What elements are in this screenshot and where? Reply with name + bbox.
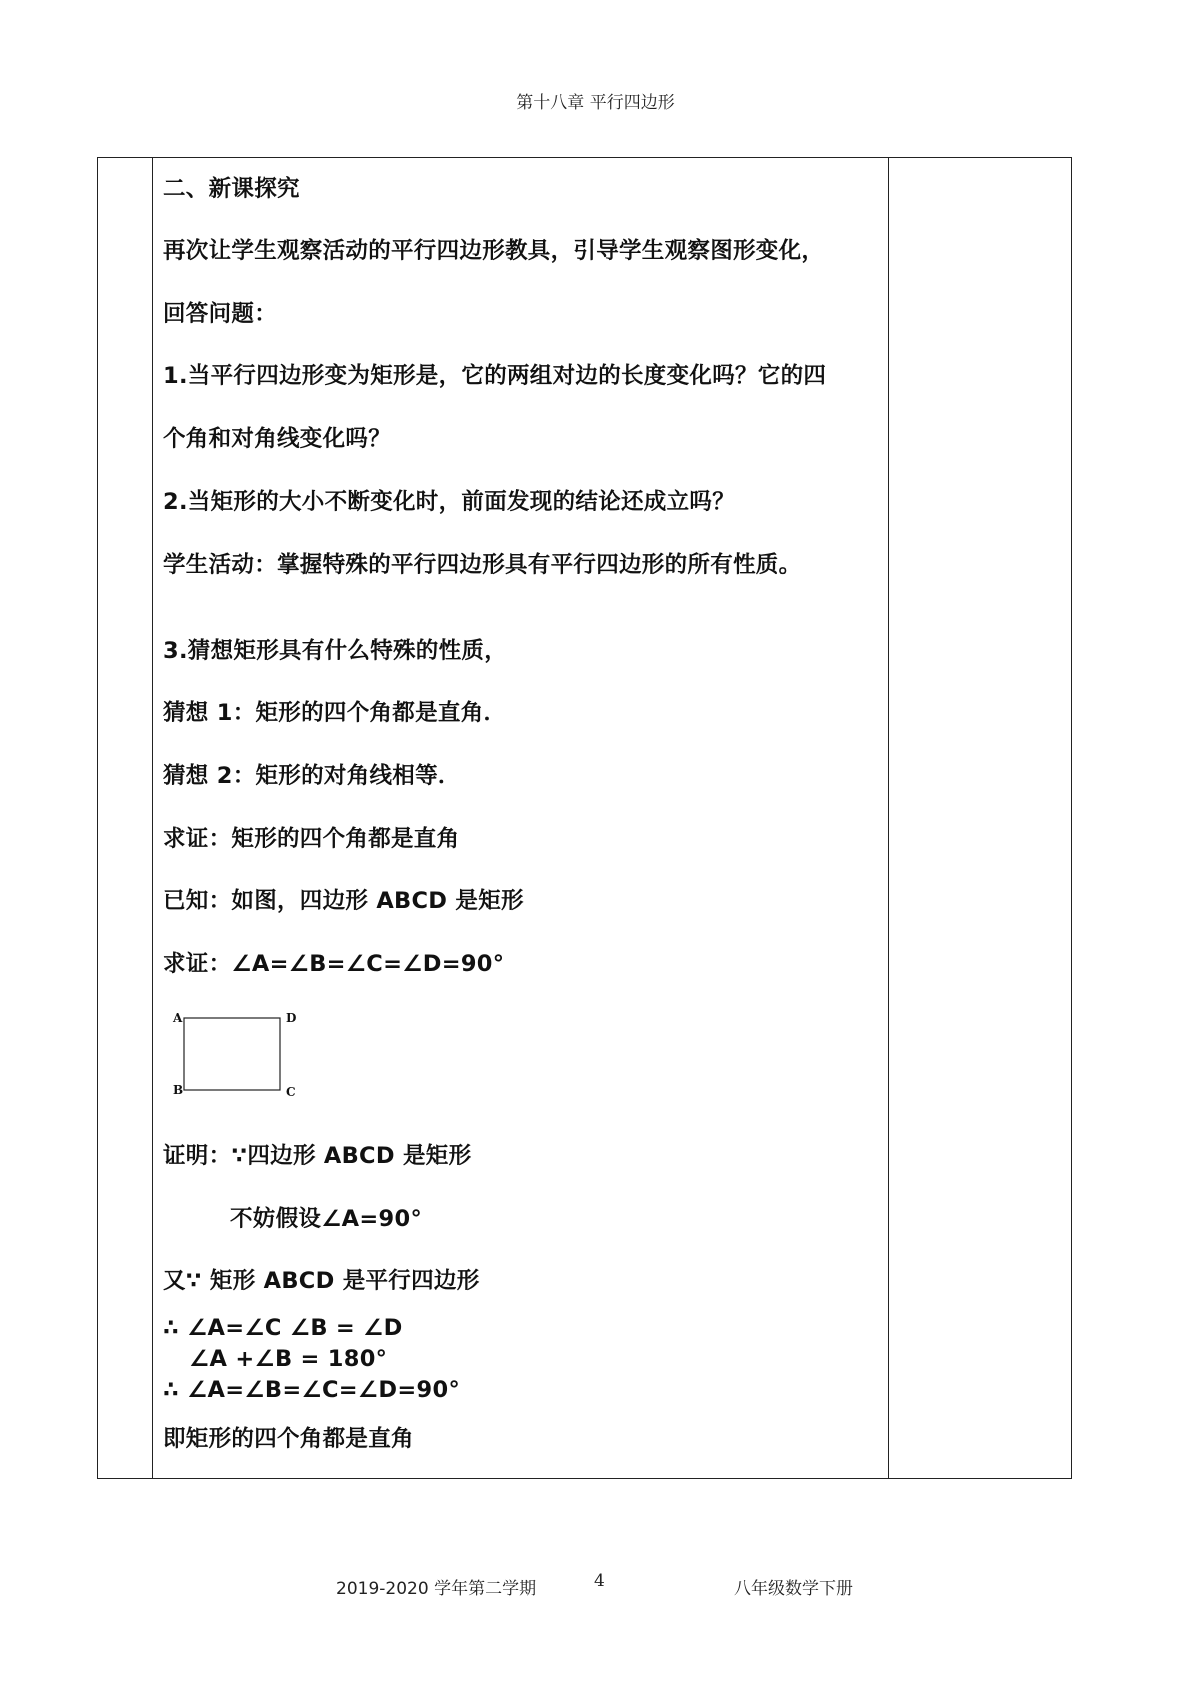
- student-activity: 学生活动：掌握特殊的平行四边形具有平行四边形的所有性质。: [163, 552, 802, 578]
- question-1-line-1: 1.当平行四边形变为矩形是，它的两组对边的长度变化吗？它的四: [163, 363, 827, 389]
- vertex-label-b: B: [173, 1083, 184, 1097]
- text-line: 再次让学生观察活动的平行四边形教具，引导学生观察图形变化，: [163, 238, 825, 264]
- section-heading: 二、新课探究: [163, 176, 300, 202]
- prove-statement: 求证：矩形的四个角都是直角: [163, 826, 460, 852]
- proof-step-3: 又∵ 矩形 ABCD 是平行四边形: [163, 1268, 480, 1294]
- proof-step-2: 不妨假设∠A=90°: [230, 1206, 422, 1232]
- rectangle-shape: [184, 1018, 280, 1090]
- proof-summary: 即矩形的四个角都是直角: [163, 1426, 414, 1452]
- footer-book: 八年级数学下册: [734, 1579, 853, 1599]
- text-line: 回答问题：: [163, 301, 278, 327]
- table-column-divider-left: [152, 158, 153, 1478]
- vertex-label-a: A: [173, 1012, 183, 1025]
- table-column-divider-right: [888, 158, 889, 1478]
- question-2: 2.当矩形的大小不断变化时，前面发现的结论还成立吗？: [163, 489, 736, 515]
- conjecture-1: 猜想 1：矩形的四个角都是直角．: [163, 700, 507, 726]
- rectangle-abcd-figure: [163, 1012, 303, 1107]
- page-number: 4: [594, 1571, 605, 1591]
- vertex-label-d: D: [286, 1012, 297, 1025]
- vertex-label-c: C: [286, 1085, 296, 1099]
- question-3: 3.猜想矩形具有什么特殊的性质，: [163, 638, 508, 664]
- proof-step-1: 证明：∵四边形 ABCD 是矩形: [163, 1143, 472, 1169]
- question-1-line-2: 个角和对角线变化吗？: [163, 426, 392, 452]
- proof-step-4: ∴ ∠A=∠C ∠B = ∠D: [163, 1315, 403, 1341]
- proof-conclusion: ∴ ∠A=∠B=∠C=∠D=90°: [163, 1377, 460, 1403]
- proof-step-5: ∠A +∠B = 180°: [189, 1346, 388, 1372]
- page-header: 第十八章 平行四边形: [516, 93, 675, 113]
- given-statement: 已知：如图，四边形 ABCD 是矩形: [163, 888, 524, 914]
- conjecture-2: 猜想 2：矩形的对角线相等．: [163, 763, 461, 789]
- footer-term: 2019-2020 学年第二学期: [336, 1579, 537, 1599]
- prove-goal: 求证：∠A=∠B=∠C=∠D=90°: [163, 951, 505, 977]
